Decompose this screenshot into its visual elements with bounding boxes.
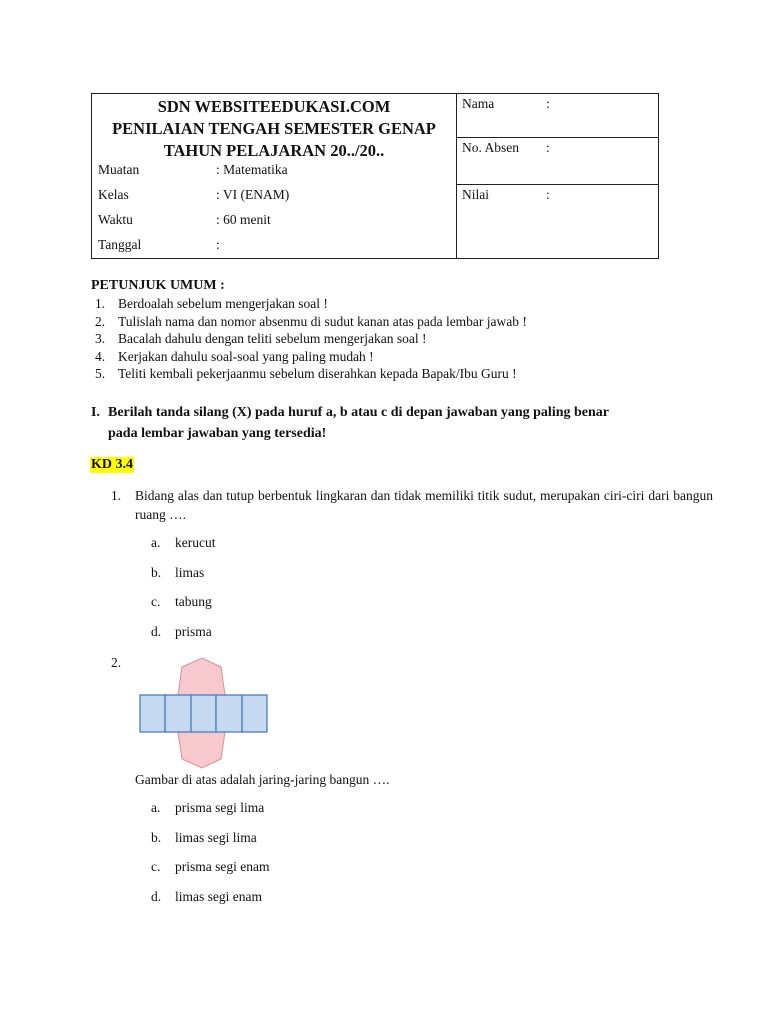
instructions-title: PETUNJUK UMUM : bbox=[91, 278, 225, 293]
option-letter: b. bbox=[151, 830, 162, 845]
option-letter: b. bbox=[151, 565, 162, 580]
option-text: prisma segi enam bbox=[175, 859, 270, 874]
option-letter: a. bbox=[151, 535, 161, 550]
school-title-block bbox=[92, 96, 456, 162]
option-letter: a. bbox=[151, 800, 161, 815]
field-nilai[interactable] bbox=[456, 185, 658, 258]
option-text: tabung bbox=[175, 594, 212, 609]
info-label: Muatan bbox=[98, 162, 140, 177]
instruction-number: 2. bbox=[95, 313, 106, 329]
option-letter: d. bbox=[151, 624, 162, 639]
question-number: 2. bbox=[111, 655, 122, 670]
question-text: Bidang alas dan tutup berbentuk lingkaran dan tidak memiliki titik sudut, merupakan ciri-ciri dari bangun ruang …. bbox=[135, 488, 713, 522]
section-instruction-line1: Berilah tanda silang (X) pada huruf a, b atau c di depan jawaban yang paling benar bbox=[108, 405, 609, 420]
field-label: No. Absen bbox=[462, 140, 519, 155]
section-number: I. bbox=[91, 405, 100, 420]
instruction-text: Berdoalah sebelum mengerjakan soal ! bbox=[118, 296, 328, 311]
instruction-text: Tulislah nama dan nomor absenmu di sudut kanan atas pada lembar jawab ! bbox=[118, 313, 527, 329]
field-colon: : bbox=[546, 140, 550, 155]
instruction-number: 4. bbox=[95, 348, 106, 364]
option-text: limas bbox=[175, 565, 205, 580]
pentagonal-prism-net-figure bbox=[138, 655, 270, 771]
instruction-text: Teliti kembali pekerjaanmu sebelum diserahkan kepada Bapak/Ibu Guru ! bbox=[118, 366, 517, 382]
top-pentagon bbox=[178, 658, 225, 695]
info-label: Kelas bbox=[98, 187, 129, 202]
school-name: SDN WEBSITEEDUKASI.COM bbox=[157, 97, 391, 116]
bottom-pentagon bbox=[178, 732, 225, 768]
option-text: limas segi lima bbox=[175, 830, 257, 845]
field-colon: : bbox=[546, 187, 550, 202]
field-no-absen[interactable] bbox=[456, 138, 658, 185]
header-right-cell bbox=[456, 94, 658, 258]
info-value: : Matematika bbox=[216, 162, 288, 177]
question-text: Gambar di atas adalah jaring-jaring bangun …. bbox=[135, 772, 390, 787]
field-label: Nilai bbox=[462, 187, 489, 202]
field-label: Nama bbox=[462, 96, 495, 111]
exam-title: PENILAIAN TENGAH SEMESTER GENAP bbox=[112, 119, 436, 138]
field-colon: : bbox=[546, 96, 550, 111]
instruction-number: 1. bbox=[95, 296, 106, 311]
info-value: : VI (ENAM) bbox=[216, 187, 290, 202]
option-letter: c. bbox=[151, 859, 161, 874]
option-letter: d. bbox=[151, 889, 162, 904]
net-face-4 bbox=[216, 695, 242, 732]
option-text: kerucut bbox=[175, 535, 216, 550]
option-text: prisma segi lima bbox=[175, 800, 265, 815]
instruction-text: Bacalah dahulu dengan teliti sebelum mengerjakan soal ! bbox=[118, 331, 427, 347]
field-nama[interactable] bbox=[456, 94, 658, 138]
kd-label: KD 3.4 bbox=[91, 457, 133, 472]
option-text: limas segi enam bbox=[175, 889, 262, 904]
option-text: prisma bbox=[175, 624, 212, 639]
net-face-2 bbox=[165, 695, 191, 732]
instruction-text: Kerjakan dahulu soal-soal yang paling mudah ! bbox=[118, 348, 374, 364]
instruction-number: 5. bbox=[95, 366, 106, 382]
header-left-cell bbox=[92, 94, 457, 258]
net-face-3 bbox=[191, 695, 216, 732]
net-face-5 bbox=[242, 695, 267, 732]
instruction-number: 3. bbox=[95, 331, 106, 347]
section-heading bbox=[91, 402, 691, 444]
info-label: Waktu bbox=[98, 212, 133, 227]
section-instruction-line2: pada lembar jawaban yang tersedia! bbox=[108, 426, 327, 441]
question-number: 1. bbox=[111, 488, 122, 503]
option-letter: c. bbox=[151, 594, 161, 609]
academic-year: TAHUN PELAJARAN 20../20.. bbox=[163, 141, 385, 160]
header-table bbox=[91, 93, 659, 259]
info-value: : 60 menit bbox=[216, 212, 271, 227]
info-value: : bbox=[216, 237, 220, 252]
net-face-1 bbox=[140, 695, 165, 732]
info-label: Tanggal bbox=[98, 237, 142, 252]
